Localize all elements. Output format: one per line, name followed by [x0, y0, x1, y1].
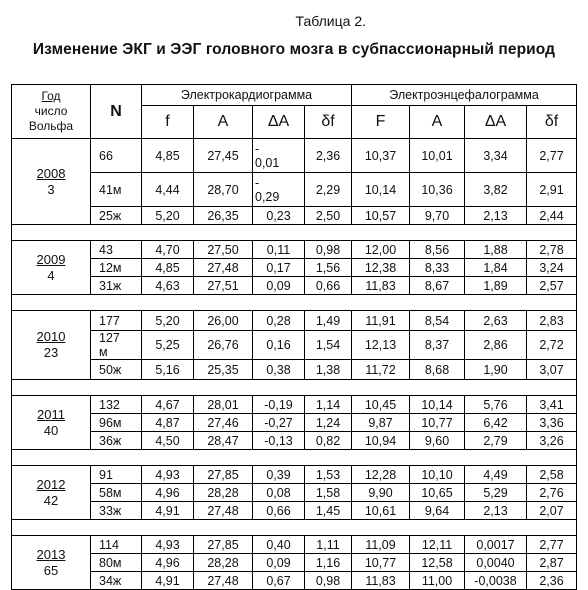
wolf-number: 23 — [43, 345, 59, 360]
ecg-f-cell: 5,20 — [142, 207, 194, 225]
spacer-cell — [12, 520, 577, 536]
eeg-f-cell: 10,45 — [352, 396, 410, 414]
table-row — [12, 139, 577, 173]
ecg-df-cell: 1,14 — [305, 396, 352, 414]
ecg-df-cell: 2,50 — [305, 207, 352, 225]
ecg-a-cell: 28,47 — [194, 432, 253, 450]
n-cell: 80м — [91, 554, 142, 572]
table-row — [12, 277, 577, 295]
ecg-col-a: A — [194, 106, 253, 139]
eeg-df-cell: 3,07 — [527, 360, 577, 380]
ecg-f-cell: 4,85 — [142, 259, 194, 277]
year-value: 2008 — [36, 165, 66, 181]
ecg-da-cell: 0,28 — [253, 311, 305, 331]
eeg-df-cell: 2,83 — [527, 311, 577, 331]
eeg-df-cell: 2,78 — [527, 241, 577, 259]
eeg-da-cell: 0,0040 — [465, 554, 527, 572]
ecg-df-cell: 0,98 — [305, 572, 352, 590]
eeg-f-cell: 9,90 — [352, 484, 410, 502]
ecg-a-cell: 27,50 — [194, 241, 253, 259]
year-header-line3: Вольфа — [28, 119, 74, 133]
spacer-cell — [12, 295, 577, 311]
ecg-da-cell: 0,23 — [253, 207, 305, 225]
wolf-number: 40 — [43, 422, 59, 438]
eeg-col-a: A — [410, 106, 465, 139]
eeg-df-cell: 2,76 — [527, 484, 577, 502]
ecg-df-cell: 1,38 — [305, 360, 352, 380]
year-header-line2: число — [34, 104, 68, 118]
table-row — [12, 572, 577, 590]
eeg-col-da: ΔA — [465, 106, 527, 139]
eeg-df-cell: 2,91 — [527, 173, 577, 207]
ecg-a-cell: 27,45 — [194, 139, 253, 173]
ecg-a-cell: 25,35 — [194, 360, 253, 380]
ecg-da-cell: 0,67 — [253, 572, 305, 590]
ecg-da-cell: -0,13 — [253, 432, 305, 450]
eeg-f-cell: 12,38 — [352, 259, 410, 277]
ecg-da-cell: 0,11 — [253, 241, 305, 259]
ecg-df-cell: 1,16 — [305, 554, 352, 572]
ecg-df-cell: 1,45 — [305, 502, 352, 520]
ecg-f-cell: 4,91 — [142, 572, 194, 590]
ecg-da-cell: - 0,29 — [253, 173, 305, 207]
ecg-f-cell: 4,93 — [142, 466, 194, 484]
year-value: 2013 — [36, 546, 66, 562]
ecg-f-cell: 4,63 — [142, 277, 194, 295]
eeg-f-cell: 10,37 — [352, 139, 410, 173]
eeg-a-cell: 10,77 — [410, 414, 465, 432]
wolf-number: 3 — [47, 181, 55, 197]
eeg-col-f: F — [352, 106, 410, 139]
eeg-a-cell: 12,11 — [410, 536, 465, 554]
eeg-da-cell: 5,76 — [465, 396, 527, 414]
spacer-cell — [12, 225, 577, 241]
eeg-da-cell: 2,79 — [465, 432, 527, 450]
ecg-f-cell: 5,16 — [142, 360, 194, 380]
eeg-da-cell: 4,49 — [465, 466, 527, 484]
table-row — [12, 311, 577, 331]
eeg-da-cell: 2,63 — [465, 311, 527, 331]
ecg-f-cell: 4,85 — [142, 139, 194, 173]
eeg-a-cell: 8,37 — [410, 331, 465, 360]
eeg-df-cell: 2,44 — [527, 207, 577, 225]
eeg-da-cell: 1,88 — [465, 241, 527, 259]
table-row — [12, 360, 577, 380]
ecg-da-cell: 0,09 — [253, 277, 305, 295]
eeg-f-cell: 10,14 — [352, 173, 410, 207]
n-cell: 127 м — [91, 331, 142, 360]
eeg-f-cell: 11,72 — [352, 360, 410, 380]
ecg-df-cell: 1,53 — [305, 466, 352, 484]
table-row — [12, 554, 577, 572]
ecg-da-cell: 0,08 — [253, 484, 305, 502]
eeg-df-cell: 2,36 — [527, 572, 577, 590]
ecg-a-cell: 27,85 — [194, 466, 253, 484]
eeg-f-cell: 12,13 — [352, 331, 410, 360]
ecg-da-cell: 0,38 — [253, 360, 305, 380]
ecg-f-cell: 4,70 — [142, 241, 194, 259]
year-header — [12, 85, 91, 139]
ecg-eeg-table — [11, 84, 577, 590]
table-row — [12, 432, 577, 450]
n-cell: 34ж — [91, 572, 142, 590]
eeg-a-cell: 9,64 — [410, 502, 465, 520]
eeg-da-cell: 1,90 — [465, 360, 527, 380]
ecg-df-cell: 1,54 — [305, 331, 352, 360]
n-cell: 33ж — [91, 502, 142, 520]
ecg-df-cell: 1,11 — [305, 536, 352, 554]
eeg-f-cell: 12,28 — [352, 466, 410, 484]
year-cell — [12, 241, 91, 295]
eeg-a-cell: 10,14 — [410, 396, 465, 414]
ecg-f-cell: 5,25 — [142, 331, 194, 360]
ecg-f-cell: 4,91 — [142, 502, 194, 520]
ecg-a-cell: 27,48 — [194, 572, 253, 590]
eeg-df-cell: 2,87 — [527, 554, 577, 572]
table-row — [12, 536, 577, 554]
ecg-a-cell: 26,76 — [194, 331, 253, 360]
ecg-df-cell: 1,58 — [305, 484, 352, 502]
ecg-a-cell: 28,28 — [194, 554, 253, 572]
ecg-a-cell: 28,70 — [194, 173, 253, 207]
year-value: 2010 — [36, 329, 66, 344]
wolf-number: 42 — [43, 492, 59, 508]
eeg-a-cell: 10,65 — [410, 484, 465, 502]
ecg-da-cell: 0,17 — [253, 259, 305, 277]
ecg-f-cell: 4,44 — [142, 173, 194, 207]
eeg-df-cell: 2,07 — [527, 502, 577, 520]
ecg-a-cell: 27,48 — [194, 502, 253, 520]
ecg-df-cell: 0,98 — [305, 241, 352, 259]
n-cell: 31ж — [91, 277, 142, 295]
n-cell: 114 — [91, 536, 142, 554]
ecg-da-cell: - 0,01 — [253, 139, 305, 173]
eeg-f-cell: 9,87 — [352, 414, 410, 432]
ecg-da-cell: 0,09 — [253, 554, 305, 572]
ecg-f-cell: 5,20 — [142, 311, 194, 331]
n-cell: 91 — [91, 466, 142, 484]
eeg-f-cell: 11,83 — [352, 572, 410, 590]
eeg-df-cell: 2,77 — [527, 536, 577, 554]
ecg-a-cell: 27,48 — [194, 259, 253, 277]
eeg-da-cell: 1,89 — [465, 277, 527, 295]
eeg-a-cell: 10,01 — [410, 139, 465, 173]
eeg-a-cell: 8,33 — [410, 259, 465, 277]
ecg-a-cell: 27,51 — [194, 277, 253, 295]
eeg-da-cell: 2,13 — [465, 502, 527, 520]
eeg-df-cell: 2,58 — [527, 466, 577, 484]
group-spacer — [12, 295, 577, 311]
spacer-cell — [12, 450, 577, 466]
year-cell — [12, 536, 91, 590]
eeg-da-cell: 2,13 — [465, 207, 527, 225]
ecg-df-cell: 1,56 — [305, 259, 352, 277]
n-cell: 96м — [91, 414, 142, 432]
eeg-f-cell: 11,91 — [352, 311, 410, 331]
eeg-a-cell: 10,36 — [410, 173, 465, 207]
eeg-a-cell: 12,58 — [410, 554, 465, 572]
eeg-da-cell: 3,82 — [465, 173, 527, 207]
table-row — [12, 484, 577, 502]
eeg-a-cell: 8,56 — [410, 241, 465, 259]
eeg-a-cell: 9,70 — [410, 207, 465, 225]
ecg-df-cell: 1,49 — [305, 311, 352, 331]
eeg-da-cell: -0,0038 — [465, 572, 527, 590]
table-row — [12, 396, 577, 414]
eeg-f-cell: 10,94 — [352, 432, 410, 450]
year-cell — [12, 466, 91, 520]
group-spacer — [12, 450, 577, 466]
wolf-number: 65 — [43, 562, 59, 578]
eeg-df-cell: 2,77 — [527, 139, 577, 173]
ecg-header: Электрокардиограмма — [142, 85, 352, 106]
ecg-a-cell: 26,35 — [194, 207, 253, 225]
year-cell — [12, 396, 91, 450]
year-value: 2009 — [36, 251, 66, 267]
table-row — [12, 241, 577, 259]
ecg-df-cell: 1,24 — [305, 414, 352, 432]
eeg-da-cell: 3,34 — [465, 139, 527, 173]
eeg-df-cell: 3,24 — [527, 259, 577, 277]
ecg-f-cell: 4,87 — [142, 414, 194, 432]
ecg-df-cell: 0,66 — [305, 277, 352, 295]
n-cell: 41м — [91, 173, 142, 207]
table-row — [12, 414, 577, 432]
eeg-da-cell: 1,84 — [465, 259, 527, 277]
n-cell: 132 — [91, 396, 142, 414]
eeg-f-cell: 11,83 — [352, 277, 410, 295]
ecg-df-cell: 0,82 — [305, 432, 352, 450]
year-cell — [12, 139, 91, 225]
table-row — [12, 207, 577, 225]
table-caption: Таблица 2. — [295, 13, 366, 29]
ecg-f-cell: 4,50 — [142, 432, 194, 450]
eeg-a-cell: 8,68 — [410, 360, 465, 380]
table-heading: Изменение ЭКГ и ЭЭГ головного мозга в субпассионарный период — [32, 41, 556, 58]
eeg-col-df: δf — [527, 106, 577, 139]
wolf-number: 4 — [47, 267, 55, 283]
ecg-da-cell: -0,19 — [253, 396, 305, 414]
table-row — [12, 502, 577, 520]
eeg-a-cell: 8,67 — [410, 277, 465, 295]
year-cell — [12, 311, 91, 380]
ecg-f-cell: 4,67 — [142, 396, 194, 414]
eeg-df-cell: 3,41 — [527, 396, 577, 414]
ecg-da-cell: 0,16 — [253, 331, 305, 360]
year-value: 2012 — [36, 476, 66, 492]
ecg-da-cell: 0,39 — [253, 466, 305, 484]
n-cell: 25ж — [91, 207, 142, 225]
eeg-f-cell: 10,61 — [352, 502, 410, 520]
eeg-f-cell: 11,09 — [352, 536, 410, 554]
ecg-df-cell: 2,29 — [305, 173, 352, 207]
ecg-col-df: δf — [305, 106, 352, 139]
ecg-da-cell: 0,66 — [253, 502, 305, 520]
eeg-da-cell: 5,29 — [465, 484, 527, 502]
eeg-df-cell: 2,57 — [527, 277, 577, 295]
ecg-f-cell: 4,93 — [142, 536, 194, 554]
ecg-f-cell: 4,96 — [142, 554, 194, 572]
n-cell: 177 — [91, 311, 142, 331]
eeg-f-cell: 10,77 — [352, 554, 410, 572]
n-cell: 58м — [91, 484, 142, 502]
eeg-df-cell: 3,26 — [527, 432, 577, 450]
table-row — [12, 466, 577, 484]
group-spacer — [12, 225, 577, 241]
ecg-col-f: f — [142, 106, 194, 139]
table-body — [12, 139, 577, 590]
group-spacer — [12, 380, 577, 396]
eeg-header: Электроэнцефалограмма — [352, 85, 577, 106]
eeg-a-cell: 11,00 — [410, 572, 465, 590]
eeg-a-cell: 9,60 — [410, 432, 465, 450]
n-cell: 43 — [91, 241, 142, 259]
ecg-a-cell: 27,85 — [194, 536, 253, 554]
ecg-df-cell: 2,36 — [305, 139, 352, 173]
ecg-a-cell: 26,00 — [194, 311, 253, 331]
n-cell: 66 — [91, 139, 142, 173]
eeg-f-cell: 10,57 — [352, 207, 410, 225]
eeg-f-cell: 12,00 — [352, 241, 410, 259]
n-header: N — [91, 85, 142, 139]
year-header-line1: Год — [41, 89, 61, 103]
ecg-da-cell: -0,27 — [253, 414, 305, 432]
year-value: 2011 — [37, 406, 65, 422]
eeg-a-cell: 10,10 — [410, 466, 465, 484]
table-row — [12, 259, 577, 277]
group-spacer — [12, 520, 577, 536]
n-cell: 50ж — [91, 360, 142, 380]
eeg-a-cell: 8,54 — [410, 311, 465, 331]
eeg-da-cell: 0,0017 — [465, 536, 527, 554]
ecg-a-cell: 28,01 — [194, 396, 253, 414]
n-cell: 36ж — [91, 432, 142, 450]
ecg-a-cell: 28,28 — [194, 484, 253, 502]
spacer-cell — [12, 380, 577, 396]
eeg-da-cell: 2,86 — [465, 331, 527, 360]
eeg-df-cell: 3,36 — [527, 414, 577, 432]
ecg-a-cell: 27,46 — [194, 414, 253, 432]
table-row — [12, 173, 577, 207]
ecg-col-da: ΔA — [253, 106, 305, 139]
ecg-da-cell: 0,40 — [253, 536, 305, 554]
eeg-da-cell: 6,42 — [465, 414, 527, 432]
n-cell: 12м — [91, 259, 142, 277]
ecg-f-cell: 4,96 — [142, 484, 194, 502]
eeg-df-cell: 2,72 — [527, 331, 577, 360]
table-row — [12, 331, 577, 360]
